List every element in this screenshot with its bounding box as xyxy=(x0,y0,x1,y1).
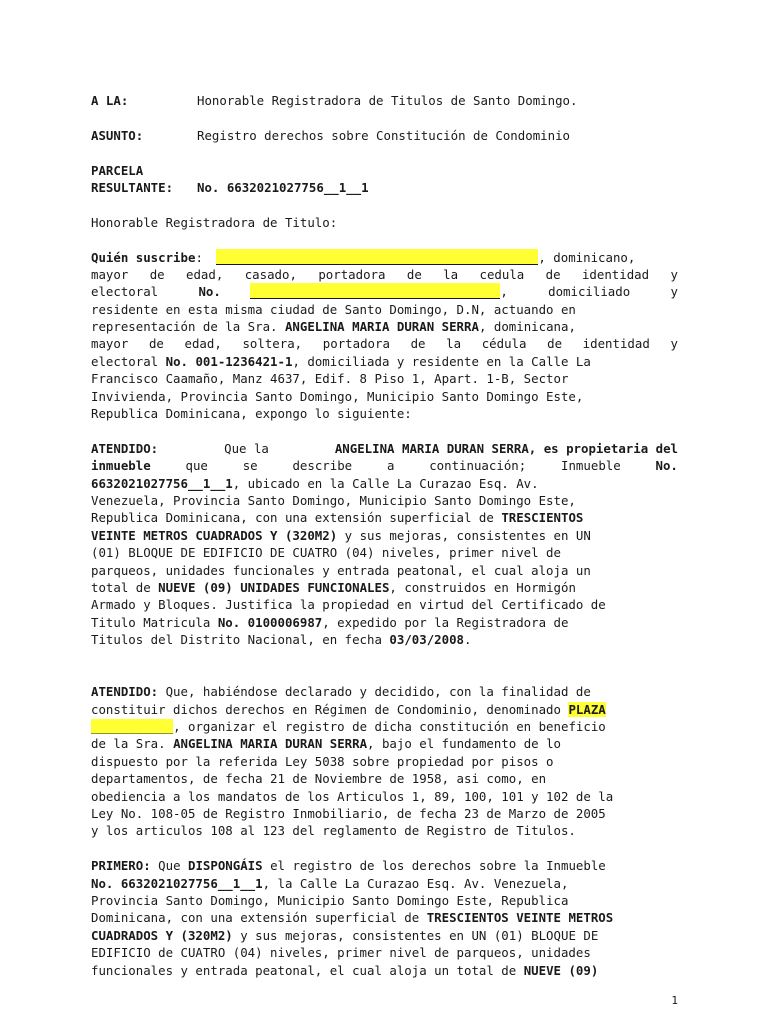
atendido1-line-2: inmueble que se describe a continuación; Inmueble No. xyxy=(91,458,678,474)
primero-line-3: Provincia Santo Domingo, Municipio Santo Domingo Este, Republica xyxy=(91,892,569,908)
intro-line-7: electoral No. 001-1236421-1, domiciliada y residente en la Calle La xyxy=(91,353,591,369)
atendido1-line-6: VEINTE METROS CUADRADOS Y (320M2) y sus mejoras, consistentes en UN xyxy=(91,527,591,543)
intro-line-2: mayor de edad, casado, portadora de la cedula de identidad y xyxy=(91,266,678,282)
parcela-resultante-line xyxy=(91,179,678,196)
atendido1-line-4: Venezuela, Provincia Santo Domingo, Municipio Santo Domingo Este, xyxy=(91,492,576,508)
atendido1-line-9: total de NUEVE (09) UNIDADES FUNCIONALES, construidos en Hormigón xyxy=(91,579,576,595)
primero-line-1: PRIMERO: Que DISPONGÁIS el registro de los derechos sobre la Inmueble xyxy=(91,858,606,874)
a-la-value: Honorable Registradora de Titulos de Santo Domingo. xyxy=(197,93,578,108)
signer-cedula-field[interactable] xyxy=(250,283,500,299)
atendido1-line-8: parqueos, unidades funcionales y entrada peatonal, el cual aloja un xyxy=(91,562,591,578)
intro-line-10: Republica Dominicana, expongo lo siguiente: xyxy=(91,406,412,422)
plaza-name-field[interactable]: ___________ xyxy=(91,719,174,735)
atendido2-line-4: de la Sra. ANGELINA MARIA DURAN SERRA, bajo el fundamento de lo xyxy=(91,736,562,752)
intro-line-4: residente en esta misma ciudad de Santo Domingo, D.N, actuando en xyxy=(91,301,576,317)
page-number: 1 xyxy=(671,994,678,1007)
intro-line-5: representación de la Sra. ANGELINA MARIA DURAN SERRA, dominicana, xyxy=(91,319,576,335)
salutation: Honorable Registradora de Titulo: xyxy=(91,214,338,230)
atendido1-line-7: (01) BLOQUE DE EDIFICIO DE CUATRO (04) niveles, primer nivel de xyxy=(91,545,561,561)
parcela-number: No. 6632021027756__1__1 xyxy=(197,179,369,195)
atendido2-line-7: obediencia a los mandatos de los Articulos 1, 89, 100, 101 y 102 de la xyxy=(91,788,614,804)
intro-line-6: mayor de edad, soltera, portadora de la cédula de identidad y xyxy=(91,336,678,352)
a-la-label: A LA: xyxy=(91,93,129,108)
primero-line-7: funcionales y entrada peatonal, el cual aloja un total de NUEVE (09) xyxy=(91,962,599,978)
atendido2-line-1: ATENDIDO: Que, habiéndose declarado y decidido, con la finalidad de xyxy=(91,684,591,700)
asunto-label: ASUNTO: xyxy=(91,127,144,143)
header-a-la xyxy=(91,92,678,109)
primero-line-5: CUADRADOS Y (320M2) y sus mejoras, consistentes en UN (01) BLOQUE DE xyxy=(91,927,599,943)
asunto-value: Registro derechos sobre Constitución de Condominio xyxy=(197,127,570,143)
plaza-highlight: PLAZA xyxy=(568,701,606,717)
resultante-label: RESULTANTE: xyxy=(91,179,174,195)
parcela-label-line xyxy=(91,162,678,179)
intro-line-1: Quién suscribe: , dominicano, xyxy=(91,249,636,265)
primero-line-4: Dominicana, con una extensión superficial de TRESCIENTOS VEINTE METROS xyxy=(91,910,614,926)
atendido1-line-5: Republica Dominicana, con una extensión superficial de TRESCIENTOS xyxy=(91,510,584,526)
atendido2-line-9: y los articulos 108 al 123 del reglamento de Registro de Titulos. xyxy=(91,823,576,839)
atendido1-line-12: Titulos del Distrito Nacional, en fecha 03/03/2008. xyxy=(91,632,472,648)
document-page xyxy=(91,92,678,979)
parcela-label: PARCELA xyxy=(91,162,144,178)
intro-line-3: electoral No. , domiciliado y xyxy=(91,284,678,300)
atendido1-line-3: 6632021027756__1__1, ubicado en la Calle La Curazao Esq. Av. xyxy=(91,475,539,491)
intro-line-8: Francisco Caamaño, Manz 4637, Edif. 8 Piso 1, Apart. 1-B, Sector xyxy=(91,371,569,387)
atendido1-line-10: Armado y Bloques. Justifica la propiedad en virtud del Certificado de xyxy=(91,597,606,613)
atendido2-line-8: Ley No. 108-05 de Registro Inmobiliario, de fecha 23 de Marzo de 2005 xyxy=(91,806,606,822)
atendido2-line-6: departamentos, de fecha 21 de Noviembre de 1958, asi como, en xyxy=(91,771,547,787)
intro-line-9: Invivienda, Provincia Santo Domingo, Municipio Santo Domingo Este, xyxy=(91,388,584,404)
atendido2-line-5: dispuesto por la referida Ley 5038 sobre propiedad por pisos o xyxy=(91,753,554,769)
atendido2-line-3: ___________, organizar el registro de dicha constitución en beneficio xyxy=(91,719,606,735)
atendido2-line-2: constituir dichos derechos en Régimen de Condominio, denominado PLAZA xyxy=(91,701,606,717)
atendido1-line-11: Titulo Matricula No. 0100006987, expedido por la Registradora de xyxy=(91,614,569,630)
owner-name: ANGELINA MARIA DURAN SERRA xyxy=(284,319,479,335)
header-asunto xyxy=(91,127,678,144)
signer-name-field[interactable] xyxy=(216,249,538,265)
atendido1-line-1: ATENDIDO: Que la ANGELINA MARIA DURAN SERRA, es propietaria del xyxy=(91,440,678,456)
primero-line-6: EDIFICIO de CUATRO (04) niveles, primer nivel de parqueos, unidades xyxy=(91,945,591,961)
quien-suscribe-label: Quién suscribe xyxy=(91,249,196,265)
primero-line-2: No. 6632021027756__1__1, la Calle La Curazao Esq. Av. Venezuela, xyxy=(91,875,569,891)
